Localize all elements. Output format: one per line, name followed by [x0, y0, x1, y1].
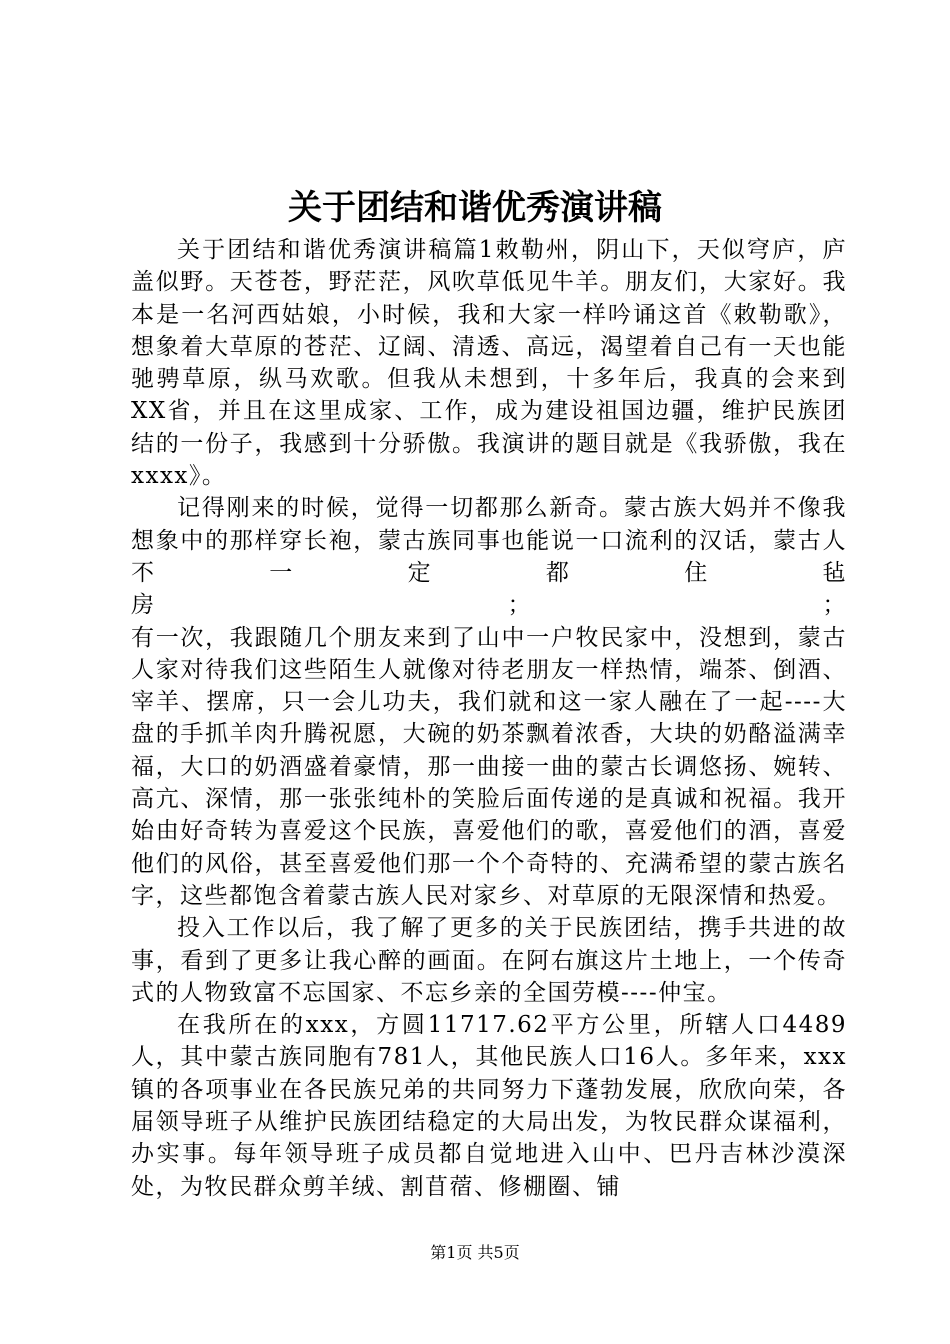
paragraph-2: 记得刚来的时候，觉得一切都那么新奇。蒙古族大妈并不像我想象中的那样穿长袍，蒙古族同事也能说一口流利的汉话，蒙古人不一定都住毡房 ； ；有一次，我跟随几个朋友来到了山中一户牧民家中，没想到，蒙古人家对待我们这些陌生人就像对待老朋友一样热情，端茶、倒酒、宰羊、摆席，只一会儿功夫，我们就和这一家人融在了一起----大盘的手抓羊肉升腾祝愿，大碗的奶茶飘着浓香，大块的奶酪溢满幸福，大口的奶酒盛着豪情，那一曲接一曲的蒙古长调悠扬、婉转、高亢、深情，那一张张纯朴的笑脸后面传递的是真诚和祝福。我开始由好奇转为喜爱这个民族，喜爱他们的歌，喜爱他们的酒，喜爱他们的风俗，甚至喜爱他们那一个个奇特的、充满希望的蒙古族名字，这些都饱含着蒙古族人民对家乡、对草原的无限深情和热爱。: [131, 495, 847, 909]
paragraph-3: 投入工作以后，我了解了更多的关于民族团结，携手共进的故事，看到了更多让我心醉的画面。在阿右旗这片土地上，一个传奇式的人物致富不忘国家、不忘乡亲的全国劳模----仲宝。: [131, 915, 847, 1006]
page-number: 第1页 共5页: [430, 1243, 520, 1262]
document-body: [131, 234, 847, 1203]
paragraph-4: 在我所在的xxx，方圆11717.62平方公里，所辖人口4489人，其中蒙古族同胞有781人，其他民族人口16人。多年来，xxx镇的各项事业在各民族兄弟的共同努力下蓬勃发展，欣欣向荣，各届领导班子从维护民族团结稳定的大局出发，为牧民群众谋福利，办实事。每年领导班子成员都自觉地进入山中、巴丹吉林沙漠深处，为牧民群众剪羊绒、割苜蓿、修棚圈、铺: [131, 1012, 847, 1200]
paragraph-1: 关于团结和谐优秀演讲稿篇1敕勒州，阴山下，天似穹庐，庐盖似野。天苍苍，野茫茫，风吹草低见牛羊。朋友们，大家好。我本是一名河西姑娘，小时候，我和大家一样吟诵这首《敕勒歌》，想象着大草原的苍茫、辽阔、清透、高远，渴望着自己有一天也能驰骋草原，纵马欢歌。但我从未想到，十多年后，我真的会来到XX省，并且在这里成家、工作，成为建设祖国边疆，维护民族团结的一份子，我感到十分骄傲。我演讲的题目就是《我骄傲，我在xxxx》。: [131, 237, 847, 490]
document-title: 关于团结和谐优秀演讲稿: [288, 188, 662, 228]
